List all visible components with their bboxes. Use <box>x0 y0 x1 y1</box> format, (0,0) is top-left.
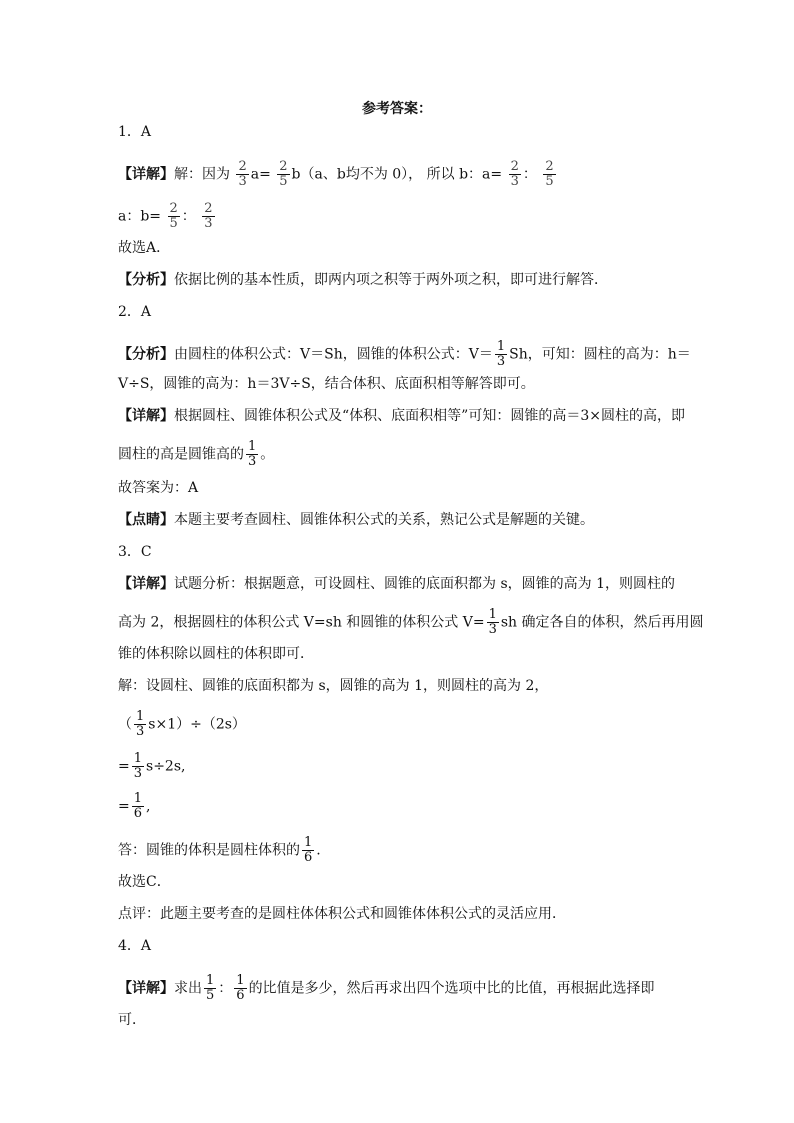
text: Sh，可知：圆柱的高为：h＝ <box>509 346 691 363</box>
fraction <box>168 202 180 231</box>
text: ： <box>181 208 201 225</box>
q3-choice: 故选C． <box>118 874 171 890</box>
text: b（a、b均不为 0）， 所以 b：a= <box>291 166 507 183</box>
q3-detail-line2 <box>118 608 704 637</box>
denominator: 3 <box>238 174 247 189</box>
q1-detail-line1 <box>118 160 558 189</box>
fraction <box>132 792 144 821</box>
q2-head: 2．A <box>118 304 152 320</box>
denominator: 5 <box>169 216 178 231</box>
denominator: 3 <box>133 766 143 781</box>
denominator: 5 <box>545 174 554 189</box>
q3-calc3 <box>118 792 150 821</box>
text: 高为 2，根据圆柱的体积公式 V=sh 和圆锥的体积公式 V= <box>118 614 485 631</box>
denominator: 6 <box>304 850 313 865</box>
q1-choice: 故选A． <box>118 240 171 256</box>
denominator: 3 <box>510 174 519 189</box>
numerator: 2 <box>238 159 247 174</box>
text: s÷2s, <box>146 758 186 775</box>
q1-analysis <box>118 270 608 290</box>
numerator: 1 <box>248 439 257 454</box>
text: 根据圆柱、圆锥体积公式及“体积、底面积相等”可知：圆锥的高＝3×圆柱的高，即 <box>174 408 685 424</box>
fraction <box>202 202 214 231</box>
q2-detail-line1 <box>118 406 685 426</box>
numerator: 1 <box>496 339 506 354</box>
analysis-tag: 【分析】 <box>118 272 174 288</box>
text: s×1）÷（2s） <box>148 716 246 733</box>
denominator: 6 <box>133 806 143 821</box>
denominator: 5 <box>206 988 215 1003</box>
numerator: 2 <box>510 159 519 174</box>
fraction <box>543 160 555 189</box>
fraction <box>509 160 521 189</box>
denominator: 3 <box>248 454 257 469</box>
detail-tag: 【详解】 <box>118 408 174 424</box>
analysis-tag: 【分析】 <box>118 346 174 363</box>
q3-calc2 <box>118 752 185 781</box>
text: 答：圆锥的体积是圆柱体积的 <box>118 842 300 859</box>
text: 试题分析：根据题意，可设圆柱、圆锥的底面积都为 s，圆锥的高为 1，则圆柱的 <box>174 576 675 592</box>
numerator: 2 <box>169 201 178 216</box>
fraction <box>134 710 146 739</box>
numerator: 1 <box>304 835 313 850</box>
fraction <box>204 974 216 1003</box>
numerator: 1 <box>136 709 145 724</box>
text: 的比值是多少，然后再求出四个选项中比的比值，再根据此选择即 <box>248 980 655 997</box>
text: = <box>118 758 130 775</box>
q3-detail-line3: 锥的体积除以圆柱的体积即可． <box>118 646 314 662</box>
text: ： <box>218 980 233 997</box>
fraction <box>234 974 246 1003</box>
text: （ <box>118 716 132 733</box>
q4-head: 4．A <box>118 938 152 954</box>
text: 求出 <box>174 980 202 997</box>
comment-tag: 【点睛】 <box>118 512 174 528</box>
text: 本题主要考查圆柱、圆锥体积公式的关系，熟记公式是解题的关键。 <box>174 512 594 528</box>
q3-solve: 解：设圆柱、圆锥的底面积都为 s，圆锥的高为 1，则圆柱的高为 2， <box>118 678 549 694</box>
numerator: 1 <box>236 973 245 988</box>
denominator: 3 <box>496 354 506 369</box>
q1-detail-line2 <box>118 202 217 231</box>
numerator: 2 <box>279 159 288 174</box>
denominator: 5 <box>279 174 288 189</box>
denominator: 3 <box>488 622 497 637</box>
q4-detail-line1 <box>118 974 655 1003</box>
numerator: 2 <box>545 159 554 174</box>
text: 圆柱的高是圆锥高的 <box>118 446 244 463</box>
text: ： <box>522 166 542 183</box>
fraction <box>495 340 507 369</box>
q2-analysis-line1 <box>118 340 691 369</box>
denominator: 6 <box>236 988 245 1003</box>
text: sh 确定各自的体积，然后再用圆 <box>500 614 704 631</box>
text: , <box>146 798 151 815</box>
text: 依据比例的基本性质，即两内项之积等于两外项之积，即可进行解答． <box>174 272 608 288</box>
q2-comment <box>118 510 594 530</box>
q3-head: 3．C <box>118 544 152 560</box>
text: . <box>316 842 321 859</box>
fraction <box>487 608 499 637</box>
q3-calc1 <box>118 710 246 739</box>
fraction <box>302 836 314 865</box>
numerator: 2 <box>204 201 213 216</box>
text: 解：因为 <box>174 166 235 183</box>
denominator: 3 <box>136 724 145 739</box>
text: a：b= <box>118 208 166 225</box>
fraction <box>236 160 248 189</box>
numerator: 1 <box>488 607 497 622</box>
fraction <box>132 752 144 781</box>
q3-detail-line1 <box>118 574 675 594</box>
fraction <box>277 160 289 189</box>
numerator: 1 <box>133 791 143 806</box>
q2-analysis-line2: V÷S，圆锥的高为：h＝3V÷S，结合体积、底面积相等解答即可。 <box>118 376 535 392</box>
text: a= <box>250 166 276 183</box>
numerator: 1 <box>133 751 143 766</box>
denominator: 3 <box>204 216 213 231</box>
q3-comment: 点评：此题主要考查的是圆柱体体积公式和圆锥体体积公式的灵活应用． <box>118 906 566 922</box>
q3-answer <box>118 836 321 865</box>
detail-tag: 【详解】 <box>118 576 174 592</box>
q1-head: 1．A <box>118 124 152 140</box>
text: 。 <box>260 446 275 463</box>
text: = <box>118 798 130 815</box>
detail-tag: 【详解】 <box>118 166 174 183</box>
page-title: 参考答案： <box>362 101 432 117</box>
fraction <box>246 440 258 469</box>
q2-detail-line2 <box>118 440 274 469</box>
detail-tag: 【详解】 <box>118 980 174 997</box>
text: 由圆柱的体积公式：V＝Sh，圆锥的体积公式：V＝ <box>174 346 493 363</box>
numerator: 1 <box>206 973 215 988</box>
q4-detail-line2: 可． <box>118 1012 146 1028</box>
q2-answer: 故答案为：A <box>118 480 199 496</box>
